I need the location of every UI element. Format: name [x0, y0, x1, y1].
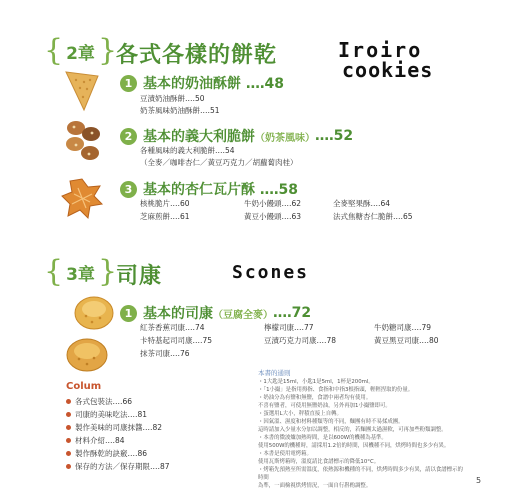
note-line: ・本書是使用電烤箱。 [258, 451, 312, 457]
note-line: ・1大匙是15ml，小匙1是5ml，1杯是200ml。 [258, 379, 374, 385]
section-number-badge: 2 [120, 128, 137, 145]
chapter2-badge-text: 2章 [66, 43, 95, 64]
scone-image-bottom [64, 334, 110, 374]
chapter3-section1-heading [120, 303, 311, 323]
column-title: Colum [66, 381, 102, 392]
note-line: ・本書的微波爐加熱時間，是以600W的機種為基準。 [258, 435, 387, 441]
note-line: ・因氣溫、濕度和材料種類等的不同，麵團有時不易揉成團。 [258, 419, 404, 425]
recipe-item: 各種風味的義大利脆餅‥‥54 [140, 146, 235, 155]
scone-section-page: ‥‥72 [273, 305, 312, 321]
note-line: ・烤箱先預熱至所需溫度，依熱源和機種的不同，烘烤時間多少有異，請以食譜標示的時間 [258, 467, 463, 481]
notes-body [258, 378, 468, 490]
biscotti-image [64, 118, 104, 164]
recipe-item: 奶茶風味奶油酥餅‥‥51 [140, 106, 220, 115]
recipe-item: 豆漬巧克力司康‥‥78 [264, 336, 337, 345]
chapter2-badge [44, 33, 118, 68]
shortbread-cookie-image [62, 70, 100, 112]
note-line: 使用瓦斯烤箱時，溫度請比食譜標示的降低10°C。 [258, 459, 380, 465]
recipe-item: 抹茶司康‥‥76 [140, 349, 190, 358]
recipe-item: （全麥／咖啡杏仁／黃豆巧克力／胡蘿蔔肉桂） [140, 158, 298, 167]
chapter2-section1-heading [120, 73, 284, 93]
bullet-icon [66, 451, 71, 456]
chapter3-deco: Scones [232, 262, 310, 283]
column-item-label: 保存的方法／保存期限‥‥87 [75, 462, 170, 471]
bullet-icon [66, 412, 71, 417]
note-line: ・「1小撮」是指用拇指、食指和中指3根指頭，輕輕捏取的份量。 [258, 387, 414, 393]
column-item-label: 材料介紹‥‥84 [75, 436, 125, 445]
scone-image-top [72, 292, 116, 332]
column-item [66, 422, 162, 433]
section-number-badge: 1 [120, 305, 137, 322]
right-brace-icon: } [97, 254, 118, 289]
chapter3-badge-text: 3章 [66, 264, 95, 285]
note-line: ・奶油分為有鹽和無鹽，食譜中兩者均有使用。 [258, 395, 372, 401]
note-line: ・蛋選用L大小，秤積直接上自轉。 [258, 411, 342, 417]
recipe-item: 全麥堅果酥‥‥64 [333, 199, 391, 208]
section2-title: 基本的義大利脆餅 [143, 129, 255, 145]
section2-page: ‥‥52 [315, 128, 354, 144]
left-brace-icon: { [44, 254, 64, 289]
column-item [66, 396, 132, 407]
recipe-item: 紅茶香蕉司康‥‥74 [140, 323, 205, 332]
right-brace-icon: } [97, 33, 118, 68]
bullet-icon [66, 464, 71, 469]
column-item-label: 製作美味的司康抹醬‥‥82 [75, 423, 163, 432]
recipe-item: 檸檬司康‥‥77 [264, 323, 314, 332]
bullet-icon [66, 399, 71, 404]
column-item [66, 448, 147, 459]
recipe-item: 法式焦糖杏仁脆餅‥‥65 [333, 212, 413, 221]
almond-tuile-image [60, 176, 104, 222]
bullet-icon [66, 425, 71, 430]
column-item [66, 461, 170, 472]
notes-title: 本書的通則 [258, 369, 291, 377]
chapter3-badge [44, 254, 118, 289]
section3-title: 基本的杏仁瓦片酥 ‥‥58 [143, 182, 299, 198]
chapter2-deco-line1: Iroiro [338, 38, 423, 62]
section-number-badge: 3 [120, 181, 137, 198]
chapter3-title: 司康 [116, 264, 163, 289]
note-line: 這時請加入少量水分加以調整，相反的，若麵團太過濕軟，可再加些粉類調整。 [258, 427, 447, 433]
column-item-label: 製作酥乾的訣竅‥‥86 [75, 449, 148, 458]
chapter2-deco-line2: cookies [342, 58, 434, 82]
column-item-label: 各式包裝法‥‥66 [75, 397, 133, 406]
chapter2-section2-heading [120, 126, 353, 146]
recipe-item: 牛奶糖司康‥‥79 [374, 323, 432, 332]
left-brace-icon: { [44, 33, 64, 68]
recipe-item: 核桃脆片‥‥60 [140, 199, 190, 208]
recipe-item: 卡特基起司司康‥‥75 [140, 336, 213, 345]
chapter2-title: 各式各樣的餅乾 [116, 43, 278, 68]
section2-subtitle: （奶茶風味） [255, 132, 315, 144]
scone-section-subtitle: （豆腐全麥） [213, 309, 273, 321]
recipe-item: 黃豆黑豆司康‥‥80 [374, 336, 439, 345]
section1-title: 基本的奶油酥餅 ‥‥48 [143, 76, 285, 92]
column-item [66, 435, 125, 446]
note-line: 為準，一面檢視烘烤情況，一面自行斟酌調整。 [258, 483, 372, 489]
note-line: 不喜有鹽者，可使用無鹽奶油，另外再加1小撮鹽即可。 [258, 403, 391, 409]
column-item-label: 司康的美味吃法‥‥81 [75, 410, 148, 419]
bullet-icon [66, 438, 71, 443]
note-line: 使用500W的機種時，請採用1.2倍的時間，因機種不同，烘烤時間也多少有異。 [258, 443, 450, 449]
chapter2-section3-heading [120, 179, 298, 199]
section-number-badge: 1 [120, 75, 137, 92]
recipe-item: 牛奶小饅頭‥‥62 [244, 199, 302, 208]
scone-section-title: 基本的司康 [143, 306, 213, 322]
recipe-item: 豆漬奶油酥餅‥‥50 [140, 94, 205, 103]
page-number: 5 [476, 476, 482, 485]
column-item [66, 409, 147, 420]
recipe-item: 黃豆小饅頭‥‥63 [244, 212, 302, 221]
recipe-item: 芝麻煎餅‥‥61 [140, 212, 190, 221]
